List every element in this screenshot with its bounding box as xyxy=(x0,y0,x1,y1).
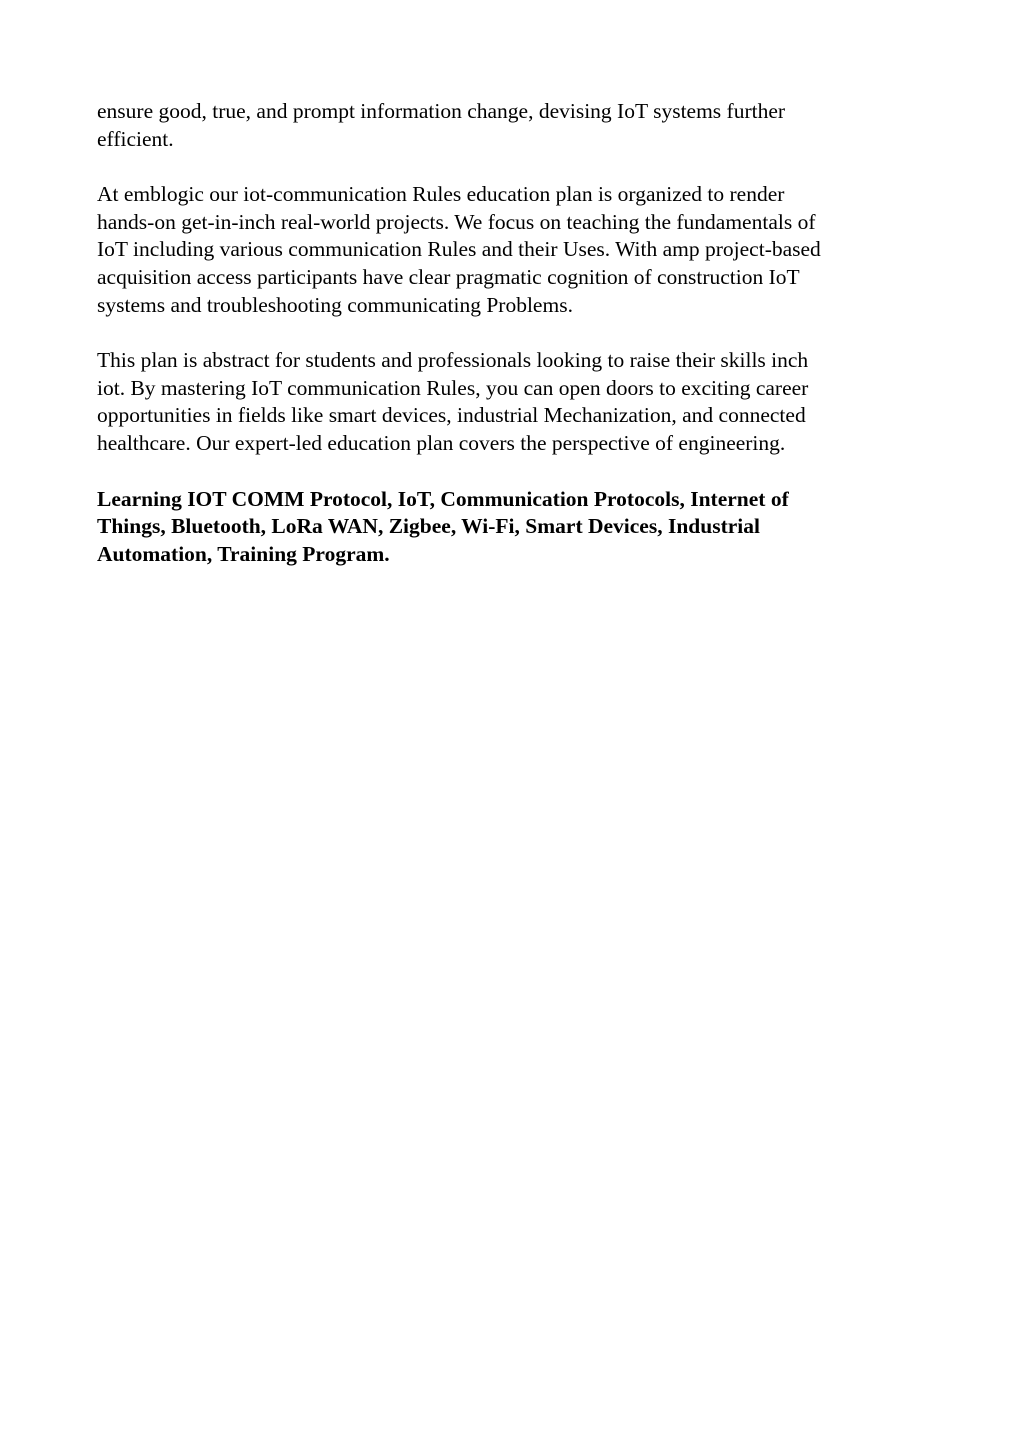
text-line: iot. By mastering IoT communication Rules, you can open doors to exciting career xyxy=(97,375,809,400)
text-line: systems and troubleshooting communicating Problems. xyxy=(97,292,573,317)
text-line: acquisition access participants have clear pragmatic cognition of construction IoT xyxy=(97,264,800,289)
paragraph-3 xyxy=(97,347,927,457)
text-line: At emblogic our iot-communication Rules education plan is organized to render xyxy=(97,182,785,207)
document-page xyxy=(97,98,927,596)
keywords-line: Things, Bluetooth, LoRa WAN, Zigbee, Wi-Fi, Smart Devices, Industrial xyxy=(97,514,760,539)
text-line: ensure good, true, and prompt information change, devising IoT systems further xyxy=(97,99,786,123)
text-line: hands-on get-in-inch real-world projects. We focus on teaching the fundamentals of xyxy=(97,209,816,234)
keywords-line: Learning IOT COMM Protocol, IoT, Communication Protocols, Internet of xyxy=(97,486,789,511)
keywords-paragraph xyxy=(97,486,927,569)
text-line: opportunities in fields like smart devices, industrial Mechanization, and connected xyxy=(97,403,806,428)
paragraph-2 xyxy=(97,181,927,319)
text-line: This plan is abstract for students and professionals looking to raise their skills inch xyxy=(97,348,809,373)
text-line: healthcare. Our expert-led education plan covers the perspective of engineering. xyxy=(97,430,786,455)
text-line: efficient. xyxy=(97,126,174,151)
keywords-line: Automation, Training Program. xyxy=(97,541,390,566)
paragraph-1 xyxy=(97,98,927,153)
text-line: IoT including various communication Rules and their Uses. With amp project-based xyxy=(97,237,821,262)
